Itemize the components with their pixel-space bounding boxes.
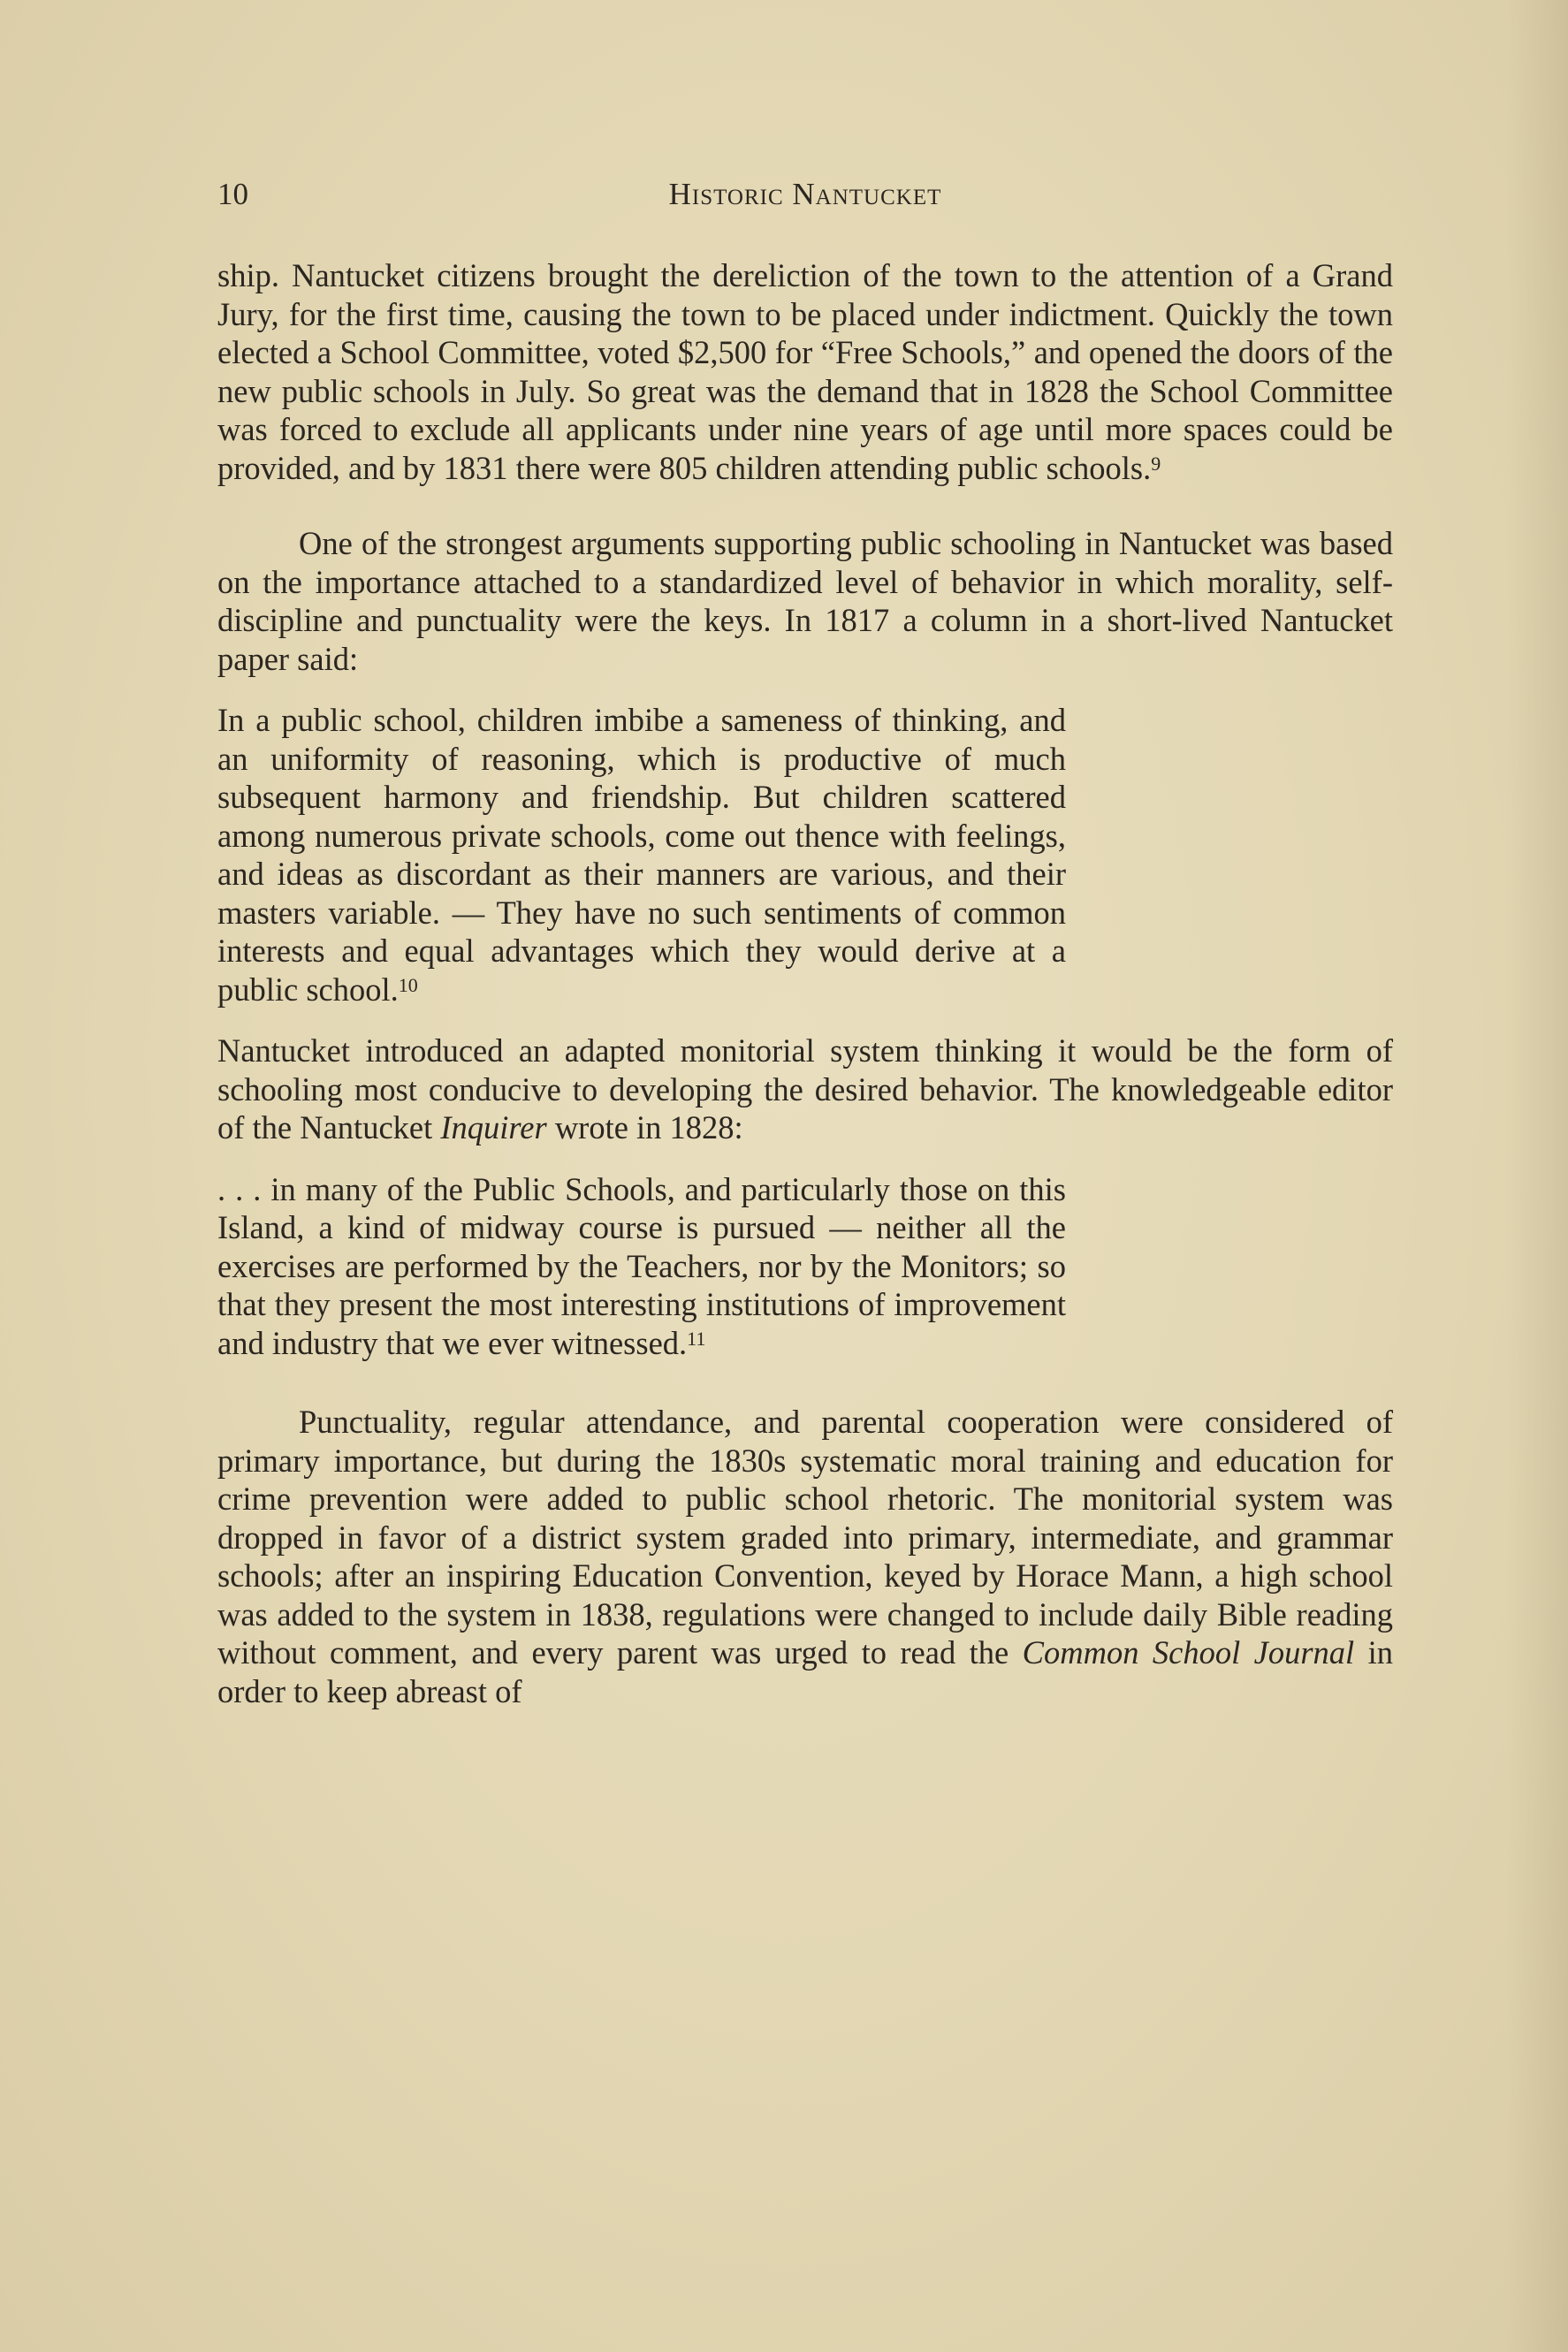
inquirer-title: Inquirer: [440, 1109, 547, 1146]
block-quote-1-text: In a public school, children imbibe a sameness of thinking, and an uniformity of reasoning, which is productive of much subsequent harmony and friendship. But children scattered among numerous private schools, come out thence with feelings, and ideas as discordant as their manners are various, and their masters variable. — They have no such sentiments of common interests and equal advantages which they would derive at a public school.: [217, 702, 1066, 1008]
running-head: Historic Nantucket: [668, 177, 942, 211]
paragraph-4-text-end: in order to keep abreast of: [217, 1634, 1393, 1709]
block-quote-1: [217, 701, 1066, 1009]
paragraph-1: [217, 256, 1393, 487]
paragraph-2: One of the strongest arguments supporting public schooling in Nantucket was based on the importance attached to a standardized level of behavior in which morality, self-discipline and punctuality were the keys. In 1817 a column in a short-lived Nantucket paper said:: [217, 525, 1393, 677]
paragraph-4-text: Punctuality, regular attendance, and parental cooperation were considered of primary importance, but during the 1830s systematic moral training and education for crime prevention were added to public school rhetoric. The monitorial system was dropped in favor of a district system graded into primary, intermediate, and grammar schools; after an inspiring Education Convention, keyed by Horace Mann, a high school was added to the system in 1838, regulations were changed to include daily Bible reading without comment, and every parent was urged to read the: [217, 1404, 1393, 1671]
journal-title: Common School Journal: [1022, 1634, 1355, 1671]
page-edge-shadow: [1506, 0, 1568, 2352]
block-quote-2-text: . . . in many of the Public Schools, and particularly those on this Island, a kind of midway course is pursued — neither all the exercises are performed by the Teachers, nor by the Monitors; so that they present the most interesting institutions of improvement and industry that we ever witnessed.: [217, 1170, 1066, 1361]
footnote-ref-9: 9: [1151, 452, 1161, 475]
paragraph-3: [217, 1031, 1393, 1147]
paragraph-3-text-end: wrote in 1828:: [546, 1109, 743, 1146]
footnote-ref-11: 11: [687, 1327, 706, 1350]
paragraph-1-text: ship. Nantucket citizens brought the dereliction of the town to the attention of a Grand Jury, for the first time, causing the town to be placed under indictment. Quickly the town elected a School Committee, voted $2,500 for “Free Schools,” and opened the doors of the new public schools in July. So great was the demand that in 1828 the School Committee was forced to exclude all applicants under nine years of age until more spaces could be provided, and by 1831 there were 805 children attending public schools.: [217, 257, 1393, 486]
block-quote-2: [217, 1170, 1066, 1363]
paragraph-4: [217, 1403, 1393, 1710]
page-header: [217, 177, 1393, 221]
page-number: 10: [217, 177, 248, 211]
paragraph-3-text: Nantucket introduced an adapted monitorial system thinking it would be the form of schooling most conducive to developing the desired behavior. The knowledgeable editor of the Nantucket: [217, 1032, 1393, 1146]
body-text: [217, 256, 1393, 1710]
footnote-ref-10: 10: [398, 973, 418, 996]
